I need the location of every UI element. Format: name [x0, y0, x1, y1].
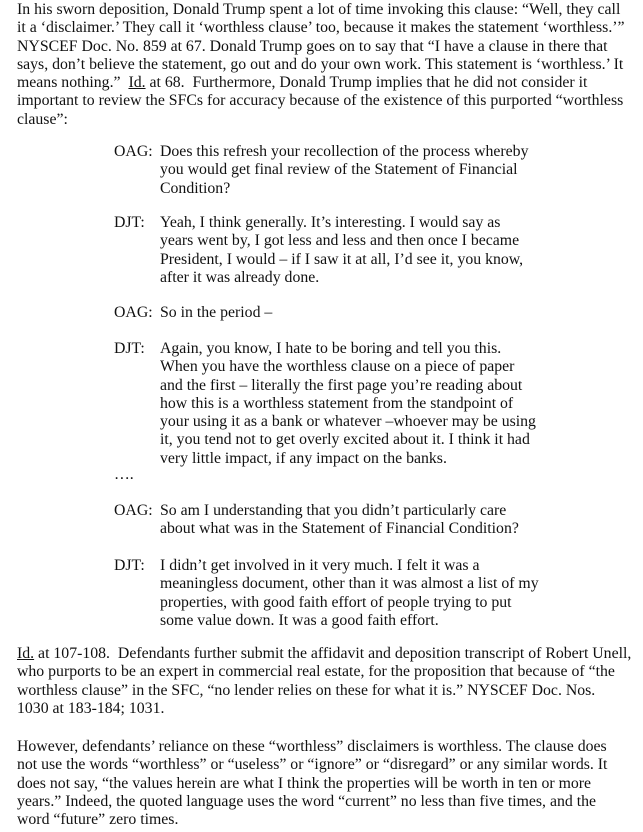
text-line: does not say, “the values herein are what I think the properties will be worth in ten or more: [17, 774, 592, 792]
text-line: So in the period –: [160, 304, 273, 321]
text-line: However, defendants’ reliance on these “worthless” disclaimers is worthless. The clause does: [17, 738, 607, 755]
speech-text: [160, 340, 536, 468]
text-line: very little impact, if any impact on the banks.: [160, 449, 447, 467]
text-line: it a ‘disclaimer.’ They call it ‘worthless clause’ too, because it makes the statement ‘worthless.’”: [17, 19, 625, 37]
text-line: properties, with good faith effort of people trying to put: [160, 593, 512, 611]
citation-id: Id.: [128, 74, 146, 92]
speech-text: [160, 143, 528, 198]
paragraph-conclusion: [17, 738, 607, 829]
text-line: who purports to be an expert in commercial real estate, for the proposition that because of “the: [17, 663, 615, 681]
text-line: how this is a worthless statement from the standpoint of: [160, 394, 514, 412]
speech-text: [160, 502, 519, 539]
text-line: Condition?: [160, 179, 231, 197]
speaker-label: DJT:: [114, 557, 145, 574]
text-line: Yeah, I think generally. It’s interesting. I would say as: [160, 214, 501, 231]
text-line: says, don’t believe the statement, go out and do your own work. This statement is ‘worthless.’ It: [17, 55, 624, 73]
speaker-label: DJT:: [114, 214, 145, 231]
text-segment: at 68. Furthermore, Donald Trump implies that he did not consider it: [145, 74, 588, 92]
text-line: When you have the worthless clause on a piece of paper: [160, 358, 515, 376]
text-line: you would get final review of the Statement of Financial: [160, 161, 518, 179]
text-line: worthless clause” in the SFC, “no lender relies on these for what it is.” NYSCEF Doc. Nos.: [17, 681, 596, 699]
text-line: Again, you know, I hate to be boring and tell you this.: [160, 340, 502, 357]
text-line: important to review the SFCs for accuracy because of the existence of this purported “worthless: [17, 92, 624, 110]
text-line: NYSCEF Doc. No. 859 at 67. Donald Trump goes on to say that “I have a clause in there that: [17, 37, 608, 55]
text-line: years.” Indeed, the quoted language uses the word “current” no less than five times, and the: [17, 792, 597, 810]
text-segment: means nothing.”: [17, 74, 129, 92]
speaker-label: OAG:: [114, 502, 153, 519]
text-line: [17, 645, 631, 663]
text-line: clause”:: [17, 110, 68, 128]
text-line: word “future” zero times.: [17, 811, 179, 829]
paragraph-deposition-intro: [17, 1, 625, 129]
text-line: it, you tend not to get overly excited about it. I think it had: [160, 431, 530, 449]
text-line: after it was already done.: [160, 268, 320, 286]
text-line: years went by, I got less and less and then once I became: [160, 232, 520, 250]
text-line: Does this refresh your recollection of the process whereby: [160, 143, 529, 160]
speech-text: [160, 557, 539, 630]
text-segment: at 107-108. Defendants further submit the affidavit and deposition transcript of Robert Unell,: [34, 645, 632, 662]
text-line: So am I understanding that you didn’t particularly care: [160, 502, 507, 519]
text-line: your using it as a bank or whatever –whoever may be using: [160, 413, 536, 431]
text-line: some value down. It was a good faith effort.: [160, 611, 439, 629]
text-line: President, I would – if I saw it at all, I’d see it, you know,: [160, 250, 524, 268]
speech-text: [160, 304, 272, 322]
speaker-label: OAG:: [114, 304, 153, 321]
speaker-label: OAG:: [114, 143, 153, 160]
ellipsis: ….: [114, 466, 134, 483]
text-line: about what was in the Statement of Financial Condition?: [160, 520, 519, 538]
text-line: meaningless document, other than it was almost a list of my: [160, 575, 539, 593]
citation-id: Id.: [17, 645, 35, 662]
text-line: I didn’t get involved in it very much. I felt it was a: [160, 557, 480, 574]
text-line: [17, 74, 625, 92]
text-line: not use the words “worthless” or “useless” or “ignore” or “disregard” or any similar words. It: [17, 756, 608, 774]
text-line: and the first – literally the first page you’re reading about: [160, 376, 523, 394]
paragraph-unell: [17, 645, 631, 718]
speech-text: [160, 214, 523, 287]
speaker-label: DJT:: [114, 340, 145, 357]
text-line: 1030 at 183-184; 1031.: [17, 699, 165, 717]
text-line: In his sworn deposition, Donald Trump spent a lot of time invoking this clause: “Well, they call: [17, 1, 621, 18]
